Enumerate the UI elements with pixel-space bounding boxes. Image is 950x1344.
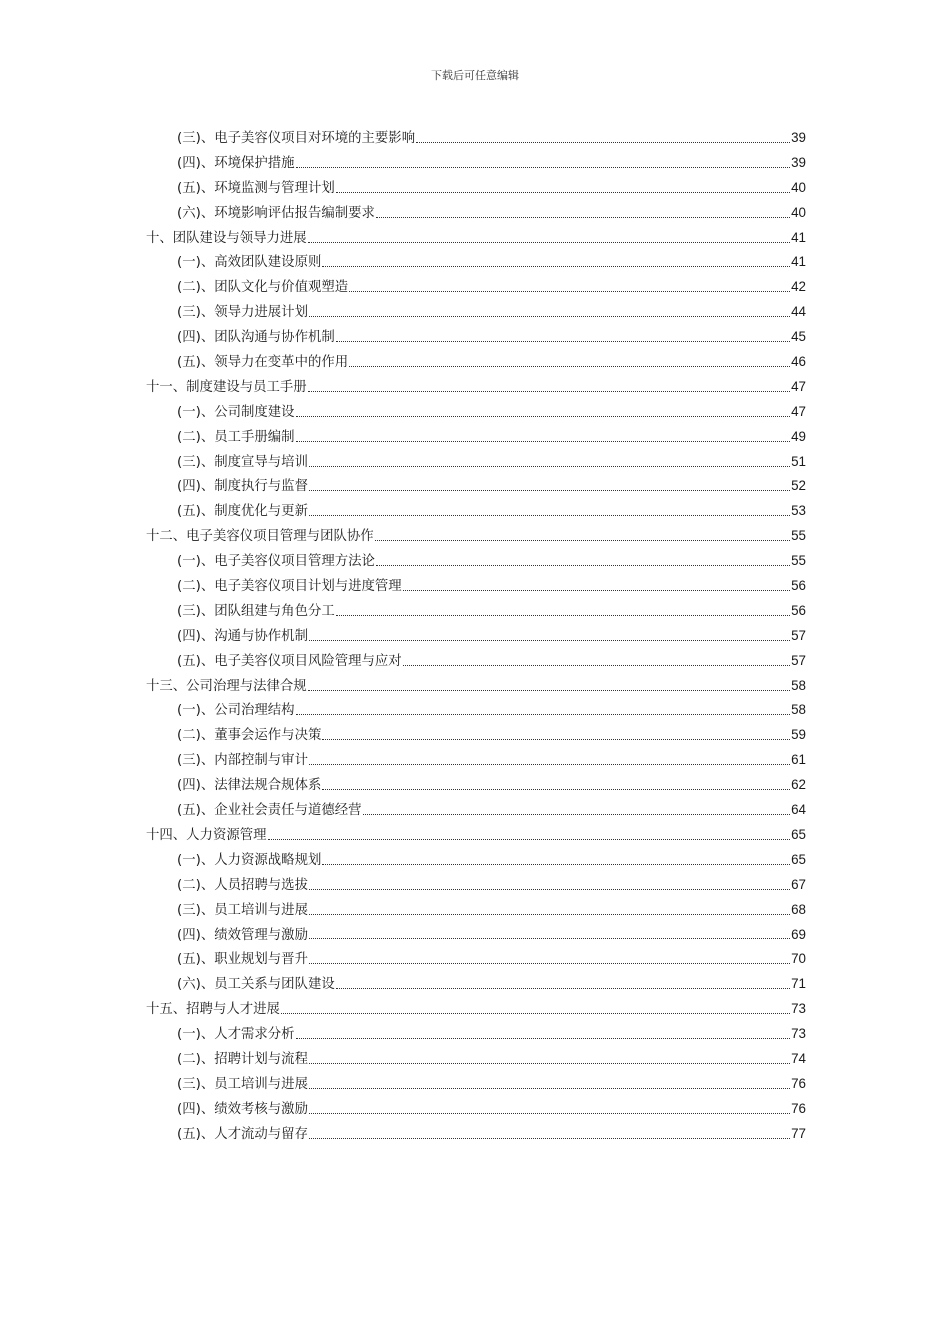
toc-section-entry[interactable]: [146, 250, 806, 275]
toc-page-number: 40: [791, 179, 806, 195]
toc-entry-label: (二)、人员招聘与选拔: [177, 877, 308, 893]
toc-page-number: 42: [791, 279, 806, 295]
toc-chapter-entry[interactable]: [146, 823, 806, 848]
toc-section-entry[interactable]: [146, 773, 806, 798]
toc-entry-label: (三)、员工培训与进展: [177, 1076, 308, 1092]
toc-entry-label: 十、团队建设与领导力进展: [146, 230, 307, 246]
toc-entry-label: (五)、职业规划与晋升: [177, 952, 308, 968]
toc-chapter-entry[interactable]: [146, 375, 806, 400]
toc-entry-label: (二)、董事会运作与决策: [177, 728, 322, 744]
toc-page-number: 58: [791, 677, 806, 693]
toc-entry-label: (二)、电子美容仪项目计划与进度管理: [177, 579, 402, 595]
toc-entry-label: (三)、制度宣导与培训: [177, 454, 308, 470]
toc-page-number: 71: [791, 976, 806, 992]
dot-leader: [376, 217, 790, 218]
toc-page-number: 77: [791, 1125, 806, 1141]
toc-section-entry[interactable]: [146, 300, 806, 325]
toc-page-number: 61: [791, 752, 806, 768]
toc-entry-label: (六)、员工关系与团队建设: [177, 977, 335, 993]
toc-entry-label: (五)、制度优化与更新: [177, 504, 308, 520]
dot-leader: [281, 1013, 790, 1014]
table-of-contents: [146, 126, 806, 1147]
toc-entry-label: (三)、电子美容仪项目对环境的主要影响: [177, 131, 416, 146]
dot-leader: [336, 192, 790, 193]
toc-page-number: 76: [791, 1075, 806, 1091]
toc-section-entry[interactable]: [146, 126, 806, 151]
dot-leader: [322, 266, 790, 267]
toc-entry-label: (四)、制度执行与监督: [177, 479, 308, 495]
toc-page-number: 55: [791, 528, 806, 544]
dot-leader: [375, 540, 790, 541]
toc-entry-label: (三)、团队组建与角色分工: [177, 603, 335, 619]
dot-leader: [308, 690, 790, 691]
toc-section-entry[interactable]: [146, 873, 806, 898]
toc-entry-label: (五)、企业社会责任与道德经营: [177, 803, 362, 819]
dot-leader: [309, 1113, 790, 1114]
toc-section-entry[interactable]: [146, 1022, 806, 1047]
toc-page-number: 73: [791, 1001, 806, 1017]
toc-section-entry[interactable]: [146, 400, 806, 425]
toc-page-number: 45: [791, 329, 806, 345]
toc-section-entry[interactable]: [146, 798, 806, 823]
toc-section-entry[interactable]: [146, 947, 806, 972]
page-header: 下载后可任意编辑: [431, 69, 519, 82]
dot-leader: [296, 714, 791, 715]
toc-entry-label: (一)、人力资源战略规划: [177, 852, 322, 868]
toc-section-entry[interactable]: [146, 624, 806, 649]
toc-section-entry[interactable]: [146, 201, 806, 226]
dot-leader: [336, 341, 790, 342]
toc-section-entry[interactable]: [146, 1072, 806, 1097]
dot-leader: [296, 441, 791, 442]
toc-page-number: 52: [791, 478, 806, 494]
toc-entry-label: (四)、法律法规合规体系: [177, 778, 322, 794]
toc-section-entry[interactable]: [146, 450, 806, 475]
toc-page-number: 56: [791, 602, 806, 618]
toc-entry-label: 十三、公司治理与法律合规: [146, 678, 307, 694]
toc-page-number: 44: [791, 304, 806, 320]
toc-entry-label: (五)、领导力在变革中的作用: [177, 355, 349, 371]
toc-entry-label: (五)、人才流动与留存: [177, 1126, 308, 1142]
toc-entry-label: (四)、环境保护措施: [177, 155, 295, 171]
toc-section-entry[interactable]: [146, 275, 806, 300]
toc-section-entry[interactable]: [146, 474, 806, 499]
toc-page-number: 68: [791, 901, 806, 917]
toc-entry-label: (三)、内部控制与审计: [177, 753, 308, 769]
dot-leader: [309, 889, 790, 890]
toc-section-entry[interactable]: [146, 350, 806, 375]
dot-leader: [349, 291, 790, 292]
toc-entry-label: (四)、沟通与协作机制: [177, 628, 308, 644]
toc-entry-label: 十一、制度建设与员工手册: [146, 379, 307, 395]
dot-leader: [336, 615, 790, 616]
toc-page-number: 74: [791, 1050, 806, 1066]
toc-page-number: 56: [791, 578, 806, 594]
dot-leader: [309, 938, 790, 939]
toc-section-entry[interactable]: [146, 848, 806, 873]
toc-section-entry[interactable]: [146, 549, 806, 574]
toc-entry-label: (五)、环境监测与管理计划: [177, 180, 335, 196]
toc-page-number: 49: [791, 428, 806, 444]
dot-leader: [309, 1063, 790, 1064]
toc-entry-label: 十二、电子美容仪项目管理与团队协作: [146, 529, 374, 545]
toc-chapter-entry[interactable]: [146, 674, 806, 699]
dot-leader: [296, 167, 791, 168]
toc-section-entry[interactable]: [146, 698, 806, 723]
toc-page-number: 65: [791, 826, 806, 842]
toc-section-entry[interactable]: [146, 923, 806, 948]
toc-entry-label: (三)、员工培训与进展: [177, 902, 308, 918]
dot-leader: [308, 391, 790, 392]
toc-page-number: 57: [791, 627, 806, 643]
toc-section-entry[interactable]: [146, 1097, 806, 1122]
toc-section-entry[interactable]: [146, 898, 806, 923]
toc-entry-label: (四)、绩效管理与激励: [177, 927, 308, 943]
toc-page-number: 59: [791, 727, 806, 743]
toc-section-entry[interactable]: [146, 1122, 806, 1147]
toc-page-number: 39: [791, 154, 806, 170]
toc-entry-label: (四)、团队沟通与协作机制: [177, 330, 335, 346]
dot-leader: [308, 242, 790, 243]
toc-section-entry[interactable]: [146, 748, 806, 773]
toc-chapter-entry[interactable]: [146, 524, 806, 549]
toc-entry-label: (二)、招聘计划与流程: [177, 1051, 308, 1067]
toc-page-number: 53: [791, 503, 806, 519]
toc-page-number: 41: [791, 229, 806, 245]
toc-entry-label: 十五、招聘与人才进展: [146, 1002, 280, 1018]
toc-entry-label: (二)、员工手册编制: [177, 429, 295, 445]
toc-page-number: 55: [791, 553, 806, 569]
toc-section-entry[interactable]: [146, 972, 806, 997]
dot-leader: [322, 789, 790, 790]
dot-leader: [296, 1038, 791, 1039]
toc-page-number: 64: [791, 802, 806, 818]
toc-entry-label: 十四、人力资源管理: [146, 827, 267, 843]
toc-entry-label: (四)、绩效考核与激励: [177, 1101, 308, 1117]
toc-section-entry[interactable]: [146, 499, 806, 524]
dot-leader: [309, 640, 790, 641]
toc-page-number: 67: [791, 876, 806, 892]
toc-page-number: 47: [791, 378, 806, 394]
toc-page-number: 58: [791, 702, 806, 718]
toc-page-number: 73: [791, 1026, 806, 1042]
dot-leader: [309, 515, 790, 516]
toc-page-number: 69: [791, 926, 806, 942]
dot-leader: [322, 864, 790, 865]
dot-leader: [268, 839, 791, 840]
dot-leader: [403, 590, 790, 591]
toc-page-number: 57: [791, 652, 806, 668]
dot-leader: [363, 814, 791, 815]
toc-page-number: 46: [791, 354, 806, 370]
toc-page-number: 39: [791, 130, 806, 145]
toc-entry-label: (一)、高效团队建设原则: [177, 255, 322, 271]
toc-page-number: 40: [791, 204, 806, 220]
toc-section-entry[interactable]: [146, 599, 806, 624]
dot-leader: [309, 914, 790, 915]
toc-page-number: 65: [791, 851, 806, 867]
dot-leader: [309, 466, 790, 467]
toc-section-entry[interactable]: [146, 723, 806, 748]
dot-leader: [336, 988, 790, 989]
toc-entry-label: (一)、电子美容仪项目管理方法论: [177, 554, 375, 570]
toc-page-number: 76: [791, 1100, 806, 1116]
toc-entry-label: (一)、人才需求分析: [177, 1027, 295, 1043]
toc-entry-label: (三)、领导力进展计划: [177, 305, 308, 321]
dot-leader: [309, 316, 790, 317]
toc-section-entry[interactable]: [146, 649, 806, 674]
dot-leader: [349, 366, 790, 367]
dot-leader: [376, 565, 790, 566]
toc-section-entry[interactable]: [146, 1047, 806, 1072]
toc-page-number: 47: [791, 403, 806, 419]
toc-section-entry[interactable]: [146, 425, 806, 450]
toc-page-number: 62: [791, 777, 806, 793]
dot-leader: [296, 416, 791, 417]
toc-page-number: 41: [791, 254, 806, 270]
toc-entry-label: (六)、环境影响评估报告编制要求: [177, 205, 375, 221]
dot-leader: [309, 490, 790, 491]
toc-entry-label: (五)、电子美容仪项目风险管理与应对: [177, 653, 402, 669]
toc-entry-label: (一)、公司制度建设: [177, 404, 295, 420]
dot-leader: [309, 963, 790, 964]
toc-chapter-entry[interactable]: [146, 997, 806, 1022]
toc-page-number: 70: [791, 951, 806, 967]
toc-entry-label: (二)、团队文化与价值观塑造: [177, 280, 349, 296]
dot-leader: [322, 739, 790, 740]
dot-leader: [309, 764, 790, 765]
dot-leader: [416, 142, 790, 143]
toc-section-entry[interactable]: [146, 151, 806, 176]
dot-leader: [309, 1088, 790, 1089]
toc-page-number: 51: [791, 453, 806, 469]
toc-section-entry[interactable]: [146, 325, 806, 350]
toc-entry-label: (一)、公司治理结构: [177, 703, 295, 719]
toc-section-entry[interactable]: [146, 574, 806, 599]
dot-leader: [309, 1138, 790, 1139]
dot-leader: [403, 665, 790, 666]
toc-chapter-entry[interactable]: [146, 226, 806, 251]
toc-section-entry[interactable]: [146, 176, 806, 201]
